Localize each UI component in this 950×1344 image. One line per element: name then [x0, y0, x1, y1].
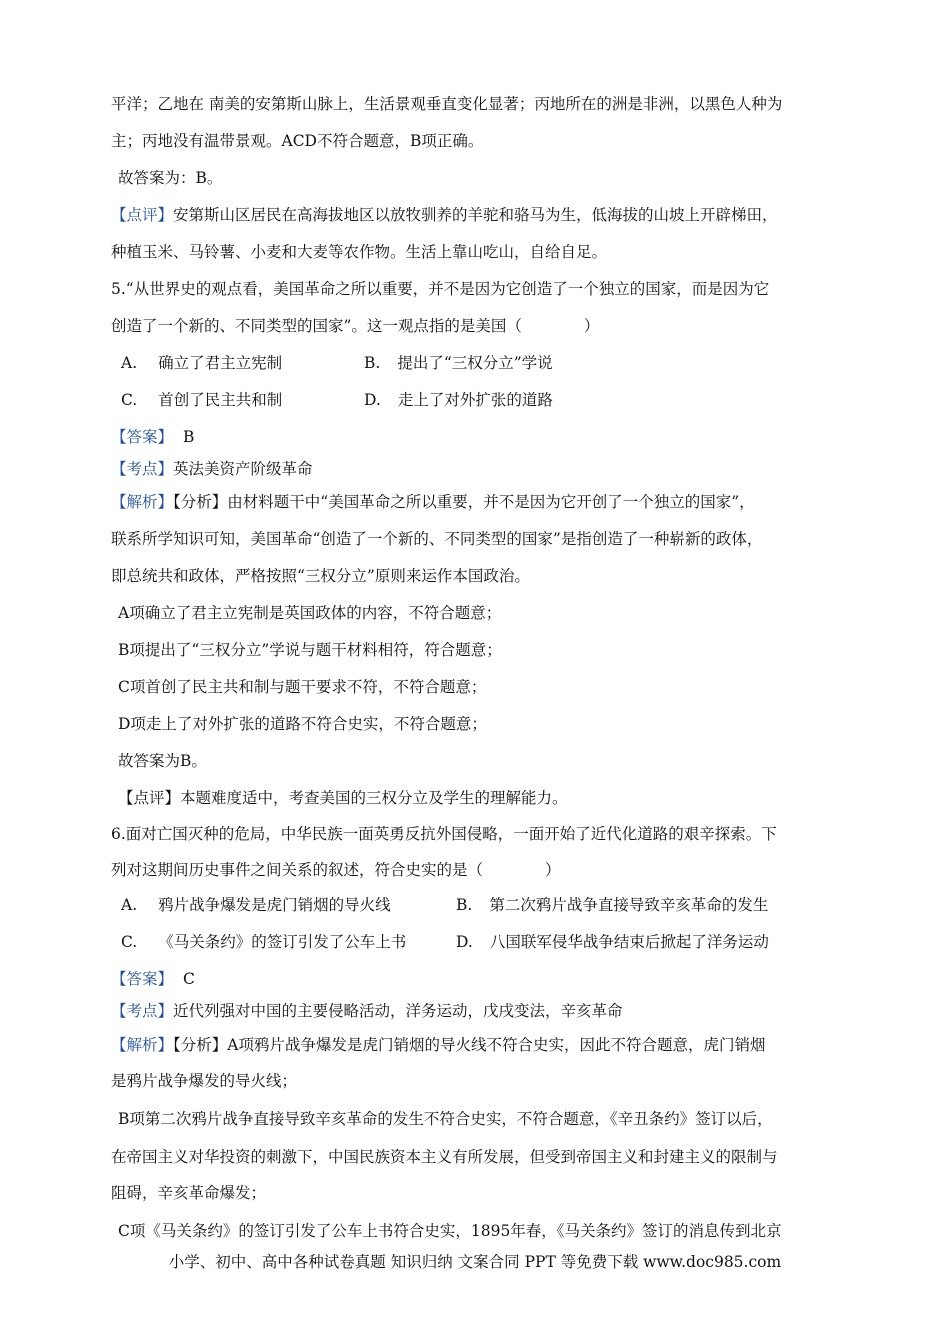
answer-tag: 【答案】 [111, 970, 174, 988]
topic-text: 近代列强对中国的主要侵略活动，洋务运动，戊戌变法，辛亥革命 [173, 1002, 623, 1020]
option-label: D. [456, 933, 473, 951]
q5-item-d: D项走上了对外扩张的道路不符合史实，不符合题意； [118, 715, 487, 733]
q5-option-b [364, 353, 553, 373]
q5-analysis-line-2: 联系所学知识可知，美国革命“创造了一个新的、不同类型的国家”是指创造了一种崭新的政体， [111, 530, 763, 548]
q5-comment: 【点评】本题难度适中，考查美国的三权分立及学生的理解能力。 [118, 789, 568, 807]
option-text: 第二次鸦片战争直接导致辛亥革命的发生 [489, 896, 769, 914]
analysis-text: 【分析】由材料题干中“美国革命之所以重要，并不是因为它开创了一个独立的国家”， [173, 493, 755, 511]
q5-stem-line-2: 创造了一个新的、不同类型的国家”。这一观点指的是美国（ ） [111, 317, 600, 335]
option-text: 提出了“三权分立”学说 [397, 354, 553, 372]
q6-item-b-line-3: 阻碍，辛亥革命爆发； [111, 1184, 267, 1202]
option-label: C. [121, 391, 138, 409]
option-text: 八国联军侵华战争结束后掀起了洋务运动 [489, 933, 769, 951]
q5-item-a: A项确立了君主立宪制是英国政体的内容，不符合题意； [118, 604, 502, 622]
q6-stem-line-2: 列对这期间历史事件之间关系的叙述，符合史实的是（ ） [111, 861, 561, 879]
option-text: 走上了对外扩张的道路 [397, 391, 553, 409]
q5-analysis-line-3: 即总统共和政体，严格按照“三权分立”原则来运作本国政治。 [111, 567, 530, 585]
q4-conclusion: 故答案为：B。 [118, 169, 223, 187]
option-text: 《马关条约》的签订引发了公车上书 [158, 933, 407, 951]
answer-value: C [183, 970, 195, 988]
topic-tag: 【考点】 [111, 460, 174, 478]
q4-comment [111, 205, 778, 225]
q6-analysis-line-2: 是鸦片战争爆发的导火线； [111, 1072, 298, 1090]
option-label: A. [121, 354, 138, 372]
answer-value: B [183, 428, 195, 446]
answer-tag: 【答案】 [111, 428, 174, 446]
topic-tag: 【考点】 [111, 1002, 174, 1020]
q6-option-c [121, 932, 406, 952]
q4-tail-line-1: 平洋；乙地在 南美的安第斯山脉上，生活景观垂直变化显著；丙地所在的洲是非洲，以黑色人种为 [111, 95, 783, 113]
q4-comment-text: 安第斯山区居民在高海拔地区以放牧驯养的羊驼和骆马为生，低海拔的山坡上开辟梯田， [173, 206, 778, 224]
q6-item-b-line-2: 在帝国主义对华投资的刺激下，中国民族资本主义有所发展，但受到帝国主义和封建主义的限制与 [111, 1148, 778, 1166]
option-label: D. [364, 391, 381, 409]
q6-item-b-line-1: B项第二次鸦片战争直接导致辛亥革命的发生不符合史实，不符合题意，《辛丑条约》签订以后， [118, 1110, 773, 1128]
option-label: B. [456, 896, 473, 914]
option-text: 鸦片战争爆发是虎门销烟的导火线 [158, 896, 391, 914]
comment-tag: 【点评】 [111, 206, 174, 224]
q6-option-a [121, 895, 391, 915]
q6-analysis [111, 1035, 765, 1055]
option-label: C. [121, 933, 138, 951]
q5-option-c [121, 390, 282, 410]
q6-option-b [456, 895, 768, 915]
q6-item-c-line-1: C项《马关条约》的签订引发了公车上书符合史实，1895年春，《马关条约》签订的消息传到北京 [118, 1222, 782, 1240]
option-label: B. [364, 354, 381, 372]
q4-comment-line-2: 种植玉米、马铃薯、小麦和大麦等农作物。生活上靠山吃山，自给自足。 [111, 243, 608, 261]
q5-analysis [111, 492, 755, 512]
q5-topic [111, 459, 313, 479]
q6-answer [111, 969, 195, 989]
analysis-tag: 【解析】 [111, 1036, 174, 1054]
q5-item-c: C项首创了民主共和制与题干要求不符，不符合题意； [118, 678, 487, 696]
option-label: A. [121, 896, 138, 914]
topic-text: 英法美资产阶级革命 [173, 460, 313, 478]
analysis-tag: 【解析】 [111, 493, 174, 511]
option-text: 确立了君主立宪制 [158, 354, 283, 372]
page-footer: 小学、初中、高中各种试卷真题 知识归纳 文案合同 PPT 等免费下载 www.doc985.com [168, 1253, 782, 1271]
q6-stem-line-1: 6.面对亡国灭种的危局，中华民族一面英勇反抗外国侵略，一面开始了近代化道路的艰辛探索。下 [111, 825, 777, 843]
q6-option-d [456, 932, 769, 952]
option-text: 首创了民主共和制 [158, 391, 283, 409]
q6-topic [111, 1001, 623, 1021]
q5-answer [111, 427, 194, 447]
analysis-text: 【分析】A项鸦片战争爆发是虎门销烟的导火线不符合史实，因此不符合题意，虎门销烟 [173, 1036, 766, 1054]
q5-stem-line-1: 5.“从世界史的观点看，美国革命之所以重要，并不是因为它创造了一个独立的国家，而是因为它 [111, 280, 770, 298]
q4-tail-line-2: 主；丙地没有温带景观。ACD不符合题意，B项正确。 [111, 132, 484, 150]
q5-conclusion: 故答案为B。 [118, 752, 207, 770]
q5-item-b: B项提出了“三权分立”学说与题干材料相符，符合题意； [118, 641, 502, 659]
q5-option-d [364, 390, 553, 410]
q5-option-a [121, 353, 282, 373]
